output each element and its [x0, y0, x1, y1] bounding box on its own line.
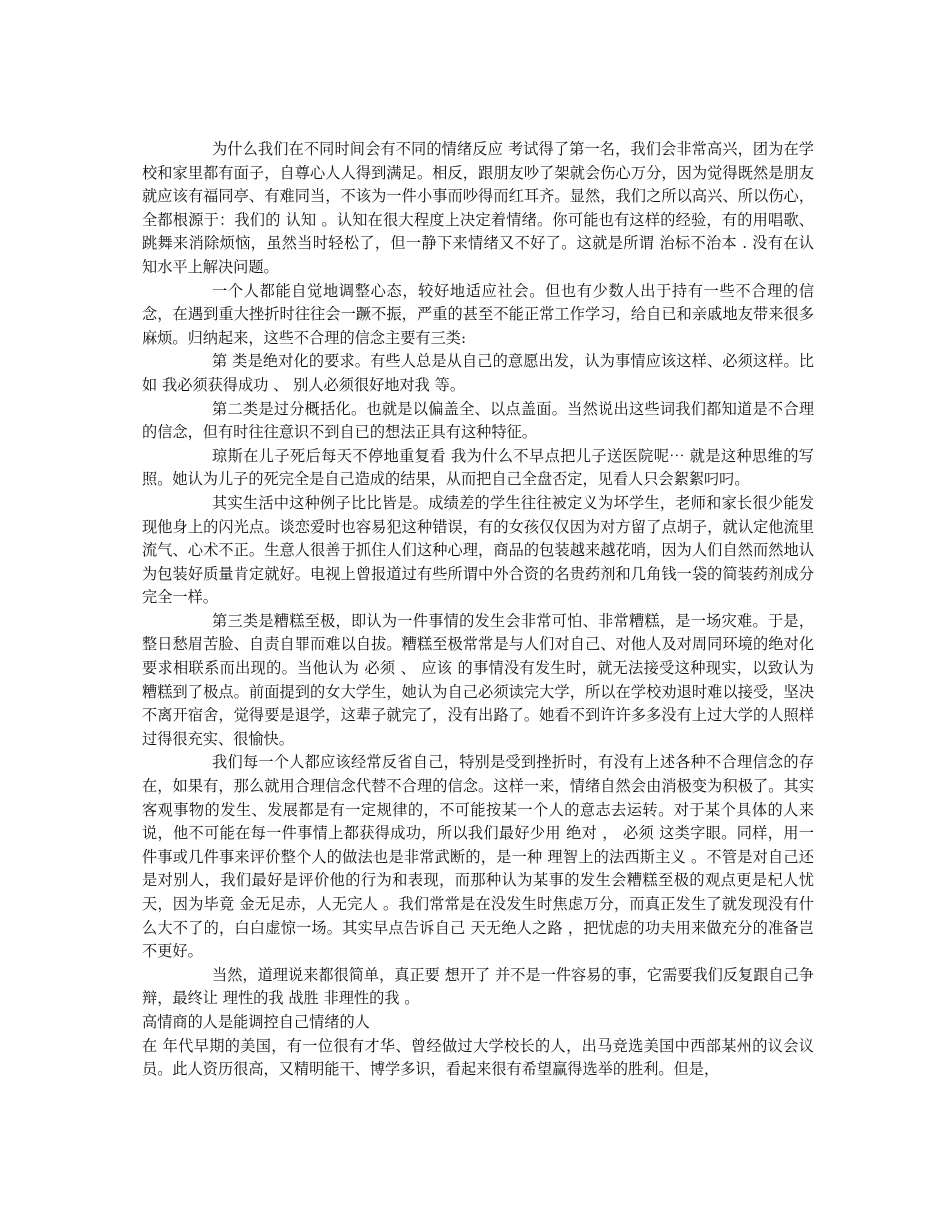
paragraph-3: 第 类是绝对化的要求。有些人总是从自己的意愿出发，认为事情应该这样、必须这样。比如 我必须获得成功 、 别人必须很好地对我 等。: [142, 352, 814, 394]
paragraph-6: 其实生活中这种例子比比皆是。成绩差的学生往往被定义为坏学生，老师和家长很少能发现他身上的闪光点。谈恋爱时也容易犯这种错误，有的女孩仅仅因为对方留了点胡子，就认定他流里流气、心术不正。生意人很善于抓住人们这种心理，商品的包装越来越花哨，因为人们自然而然地认为包装好质量肯定就好。电视上曾报道过有些所谓中外合资的名贵药剂和几角钱一袋的简装药剂成分完全一样。: [142, 493, 814, 607]
section-heading: 高情商的人是能调控自己情绪的人: [142, 1012, 370, 1031]
paragraph-5: 琼斯在儿子死后每天不停地重复看 我为什么不早点把儿子送医院呢⋯ 就是这种思维的写照。她认为儿子的死完全是自己造成的结果，从而把自己全盘否定，见看人只会絮絮叼叼。: [142, 446, 814, 489]
paragraph-9: 当然，道理说来都很简单，真正要 想开了 并不是一件容易的事，它需要我们反复跟自己争辩，最终让 理性的我 战胜 非理性的我 。: [142, 965, 814, 1008]
document-body: [142, 138, 814, 1082]
paragraph-7: 第三类是糟糕至极，即认为一件事情的发生会非常可怕、非常糟糕，是一场灾难。于是，整日愁眉苦脸、自责自罪而难以自拔。糟糕至极常常是与人们对自己、对他人及对周同环境的绝对化要求相联系而出现的。当他认为 必须 、 应该 的事情没有发生时，就无法接受这种现实，以致认为糟糕到了极点。前面提到的女大学生，她认为自己必须读完大学，所以在学校劝退时难以接受，坚决不离开宿舍，觉得要是退学，这辈子就完了，没有出路了。她看不到许许多多没有上过大学的人照样过得很充实、很愉快。: [142, 611, 814, 748]
paragraph-2: 一个人都能自觉地调整心态，较好地适应社会。但也有少数人出于持有一些不合理的信念，在遇到重大挫折时往往会一蹶不振，严重的甚至不能正常工作学习，给自已和亲戚地友带来很多麻烦。归纳起来，这些不合理的信念主要有三类:: [142, 281, 814, 347]
paragraph-4: 第二类是过分概括化。也就是以偏盖全、以点盖面。当然说出这些词我们都知道是不合理的信念，但有时往往意识不到自已的想法正具有这种特征。: [142, 399, 814, 442]
paragraph-10: 在 年代早期的美国，有一位很有才华、曾经做过大学校长的人，出马竞选美国中西部某州的议会议员。此人资历很高，又精明能干、博学多识，看起来很有希望赢得选举的胜利。但是，: [142, 1036, 814, 1079]
paragraph-1: 为什么我们在不同时间会有不同的情绪反应 考试得了第一名，我们会非常高兴，团为在学校和家里都有面子，自尊心人人得到满足。相反，跟朋友吵了架就会伤心万分，因为觉得既然是朋友就应该有福同亭、有难同当，不该为一件小事而吵得而红耳齐。显然，我们之所以高兴、所以伤心，全都根源于：我们的 认知 。认知在很大程度上决定着情绪。你可能也有这样的经验，有的用唱歌、跳舞来消除烦恼，虽然当时轻松了，但一静下来情绪又不好了。这就是所谓 治标不治本 . 没有在认知水平上解决问题。: [142, 140, 814, 276]
paragraph-8: 我们每一个人都应该经常反省自己，特别是受到挫折时，有没有上述各种不合理信念的存在，如果有，那么就用合理信念代替不合理的信念。这样一来，情绪自然会由消极变为积极了。其实客观事物的发生、发展都是有一定规律的，不可能按某一个人的意志去运转。对于某个具体的人来说，他不可能在每一件事情上都获得成功，所以我们最好少用 绝对 ， 必须 这类字眼。同样，用一件事或几件事来评价整个人的做法也是非常武断的，是一种 理智上的法西斯主义 。不管是对自己还是对别人，我们最好是评价他的行为和表现，而那种认为某事的发生会糟糕至极的观点更是杞人忧天，因为毕竟 金无足赤，人无完人 。我们常常是在没发生时焦虑万分，而真正发生了就发现没有什么大不了的，白白虚惊一场。其实早点告诉自己 天无绝人之路 ，把忧虑的功夫用来做充分的准备岂不更好。: [142, 753, 814, 961]
